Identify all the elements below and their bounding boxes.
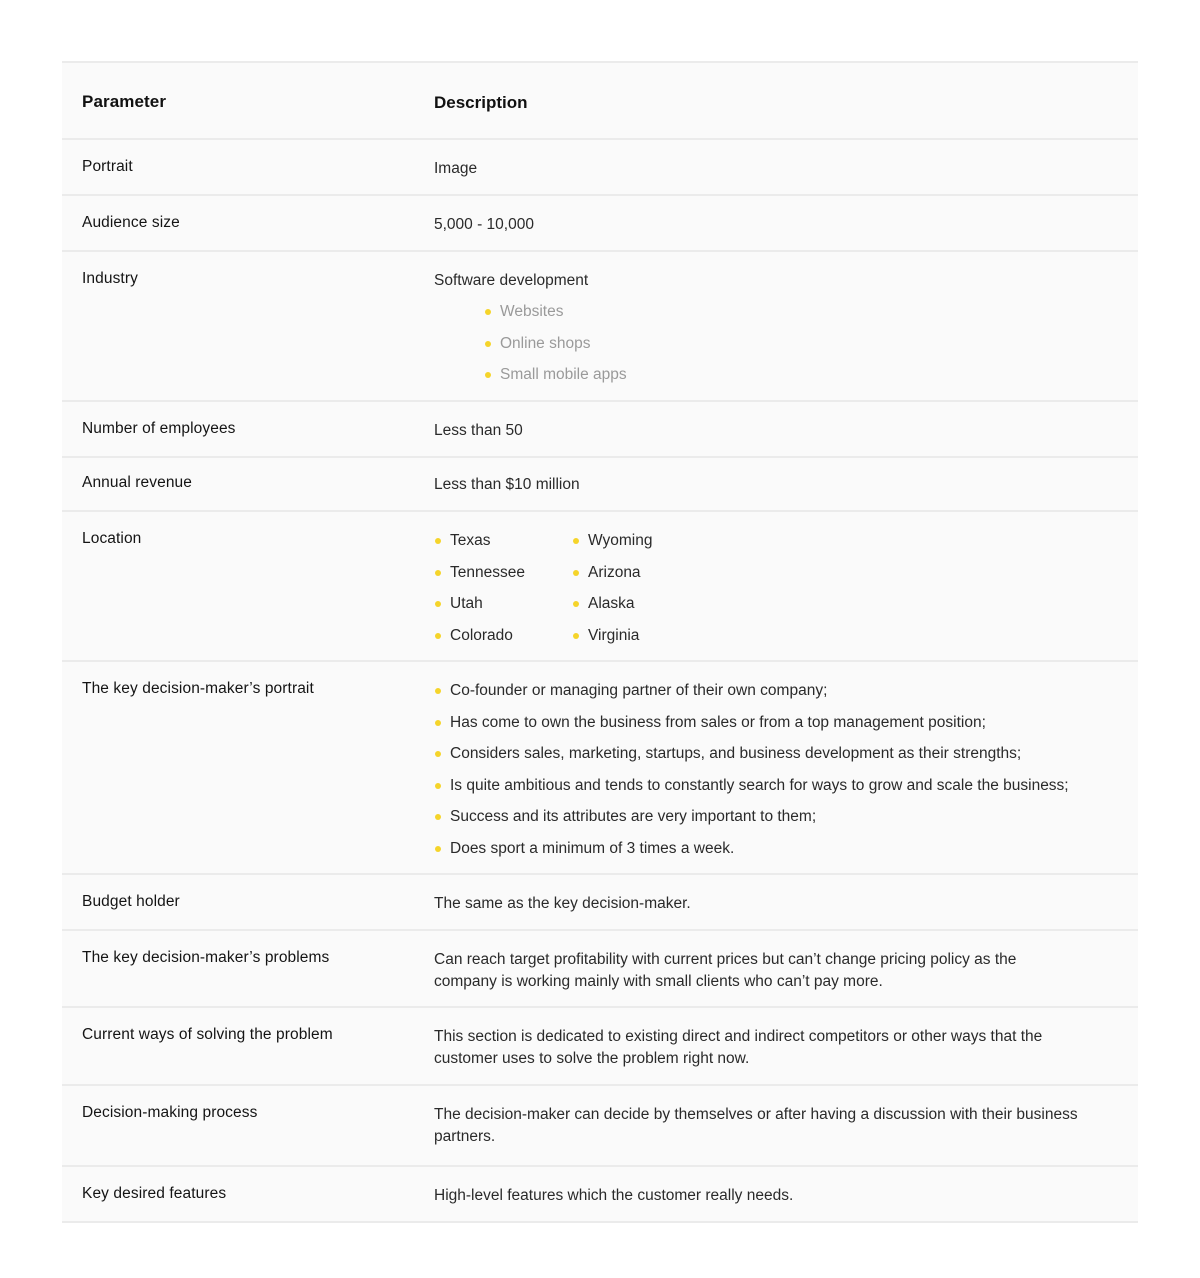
row-value [434,512,1138,660]
table-row-dm-portrait [62,662,1138,875]
row-label: Key desired features [82,1185,227,1202]
table-row-budget-holder [62,875,1138,931]
row-label: The key decision-maker’s portrait [82,680,314,697]
list-item: Small mobile apps [484,364,1114,396]
list-item: Texas [434,530,572,562]
list-item: Utah [434,593,572,625]
list-item: Tennessee [434,562,572,594]
row-value [434,252,1138,400]
dm-portrait-list [434,680,1114,869]
table-row-employees [62,402,1138,458]
row-label: Portrait [82,158,133,175]
row-label: Industry [82,270,138,287]
row-value: Less than $10 million [434,476,580,493]
list-item: Co-founder or managing partner of their own company; [434,680,1114,712]
table-header-row [62,63,1138,140]
table-row-portrait [62,140,1138,196]
location-list-2 [572,530,710,656]
location-columns [434,530,1114,656]
list-item: Alaska [572,593,710,625]
row-value: The same as the key decision-maker. [434,895,691,912]
row-label: Decision-making process [82,1104,258,1121]
list-item: Virginia [572,625,710,657]
table-row-industry [62,252,1138,402]
row-label: Budget holder [82,893,180,910]
list-item: Considers sales, marketing, startups, and business development as their strengths; [434,743,1114,775]
list-item: Wyoming [572,530,710,562]
list-item: Does sport a minimum of 3 times a week. [434,838,1114,870]
row-value: 5,000 - 10,000 [434,216,534,233]
list-item: Has come to own the business from sales or from a top management position; [434,712,1114,744]
row-value: The decision-maker can decide by themselves or after having a discussion with their business partners. [434,1106,1078,1145]
row-label: Annual revenue [82,474,192,491]
list-item: Success and its attributes are very important to them; [434,806,1114,838]
row-label: The key decision-maker’s problems [82,949,330,966]
table-row-location [62,512,1138,662]
list-item: Arizona [572,562,710,594]
row-value: Image [434,160,478,177]
row-label: Audience size [82,214,180,231]
table-row-dm-problems [62,931,1138,1008]
row-value: Less than 50 [434,422,523,439]
row-value: Can reach target profitability with current prices but can’t change pricing policy as the company is working mainly with small clients who can’t pay more. [434,951,1017,990]
row-value: High-level features which the customer really needs. [434,1187,794,1204]
table-row-audience-size [62,196,1138,252]
table-row-current-ways [62,1008,1138,1086]
customer-profile-table [62,61,1138,1223]
list-item: Online shops [484,333,1114,365]
table-row-key-features [62,1167,1138,1223]
list-item: Websites [484,301,1114,333]
industry-sub-list [484,301,1114,396]
header-description: Description [434,93,528,112]
header-parameter: Parameter [82,92,167,111]
row-value: This section is dedicated to existing direct and indirect competitors or other ways that the customer uses to solve the problem right now. [434,1028,1043,1067]
row-label: Number of employees [82,420,236,437]
industry-value: Software development [434,272,589,289]
list-item: Is quite ambitious and tends to constantly search for ways to grow and scale the business; [434,775,1114,807]
location-list-1 [434,530,572,656]
table-row-revenue [62,458,1138,512]
row-value [434,662,1138,873]
row-label: Location [82,530,142,547]
row-label: Current ways of solving the problem [82,1026,333,1043]
table-row-dm-process [62,1086,1138,1167]
list-item: Colorado [434,625,572,657]
